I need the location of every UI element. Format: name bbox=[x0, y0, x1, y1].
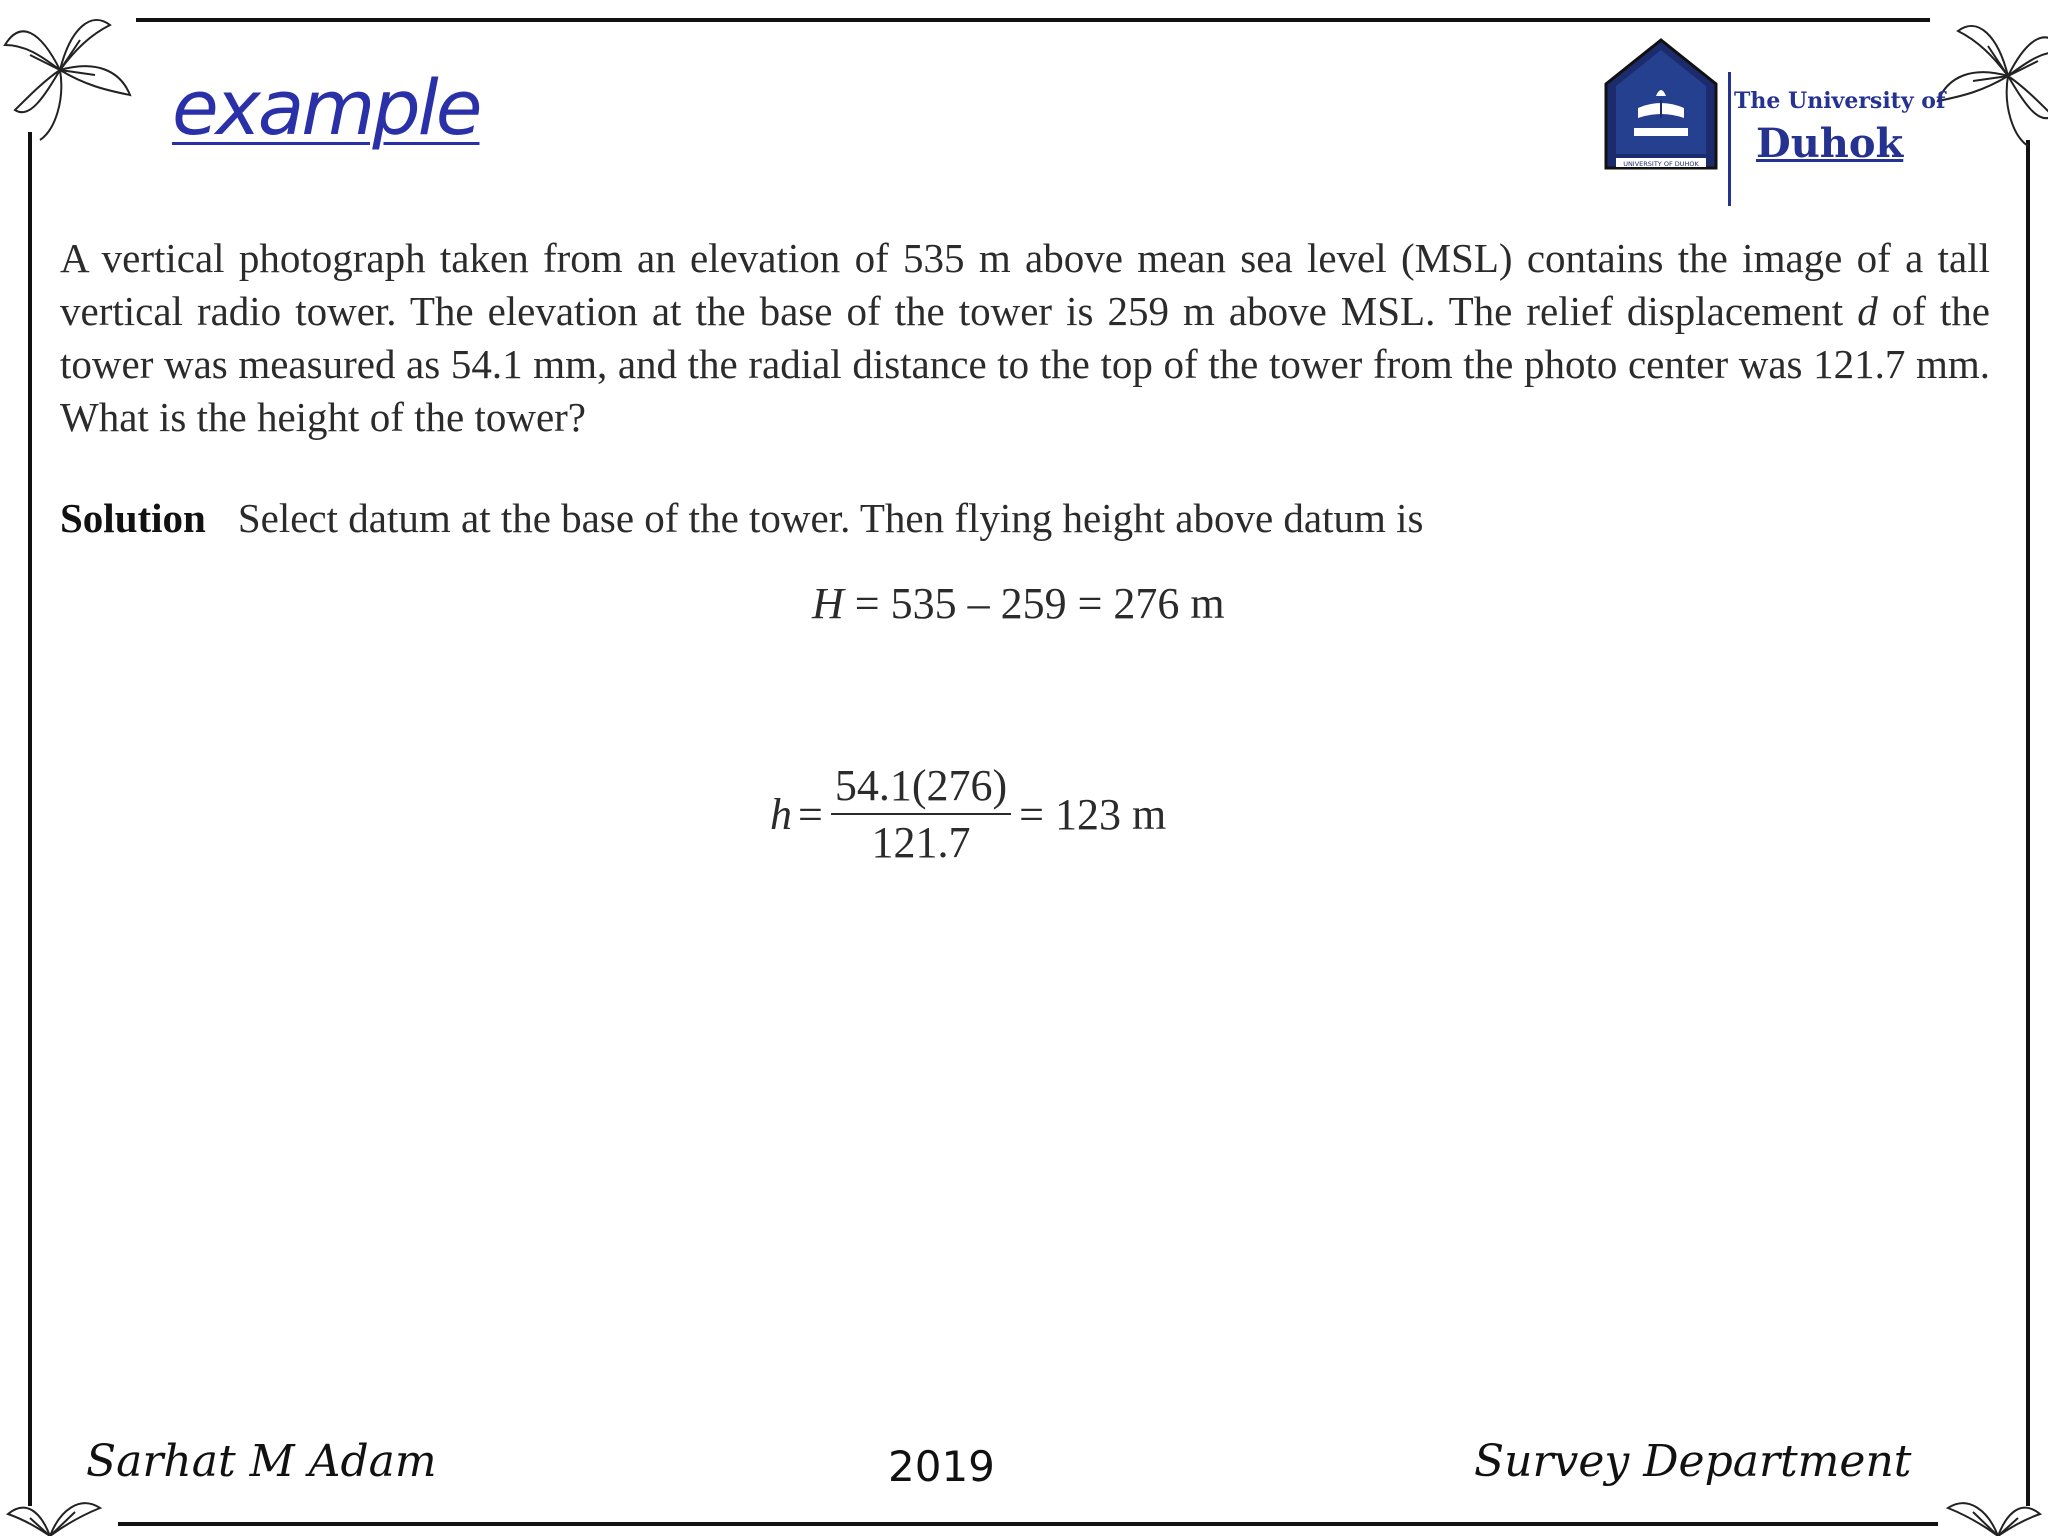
equation-variable-H: H bbox=[812, 579, 844, 628]
footer-year: 2019 bbox=[888, 1442, 995, 1491]
corner-lily-top-right-icon bbox=[1918, 6, 2048, 156]
bottom-border-line bbox=[118, 1522, 1938, 1526]
slide-title: example bbox=[172, 63, 480, 152]
logo-university-of: The University of bbox=[1734, 88, 1946, 114]
solution-line bbox=[60, 492, 1424, 545]
solution-text: Select datum at the base of the tower. Then flying height above datum is bbox=[237, 495, 1424, 541]
logo-divider bbox=[1728, 72, 1731, 206]
top-border-line bbox=[136, 18, 1930, 22]
equation-variable-h: h bbox=[770, 789, 792, 839]
left-border-line bbox=[28, 132, 32, 1506]
corner-lily-bottom-right-icon bbox=[1918, 1470, 2048, 1536]
corner-lily-top-left-icon bbox=[0, 0, 150, 150]
equation-result: = 123 m bbox=[1019, 789, 1167, 839]
equation-fraction bbox=[831, 760, 1011, 868]
badge-text: UNIVERSITY OF DUHOK bbox=[1623, 160, 1699, 168]
footer-author: Sarhat M Adam bbox=[86, 1436, 437, 1487]
university-logo bbox=[1600, 36, 1946, 186]
right-border-line bbox=[2026, 140, 2030, 1506]
problem-text-part2: of the tower was measured as 54.1 mm, and the radial distance to the top of the tower from the photo center was 121.7 mm. What is the height of the tower? bbox=[60, 288, 1990, 440]
logo-duhok: Duhok bbox=[1756, 120, 1904, 167]
equation-flying-height-expression: = 535 – 259 = 276 m bbox=[843, 579, 1225, 628]
problem-variable-d: d bbox=[1857, 288, 1878, 334]
problem-text-part1: A vertical photograph taken from an elevation of 535 m above mean sea level (MSL) contains the image of a tall vertical radio tower. The elevation at the base of the tower is 259 m above MSL. The relief displacement bbox=[60, 235, 1990, 334]
footer-department: Survey Department bbox=[1474, 1436, 1912, 1487]
fraction-numerator: 54.1(276) bbox=[831, 760, 1011, 815]
fraction-denominator: 121.7 bbox=[871, 818, 971, 867]
problem-statement bbox=[60, 232, 1990, 444]
equation-flying-height bbox=[812, 578, 1225, 629]
equation-tower-height bbox=[770, 760, 1166, 868]
equation-equals: = bbox=[798, 789, 823, 839]
university-badge-icon bbox=[1600, 36, 1722, 178]
solution-label: Solution bbox=[60, 495, 206, 541]
